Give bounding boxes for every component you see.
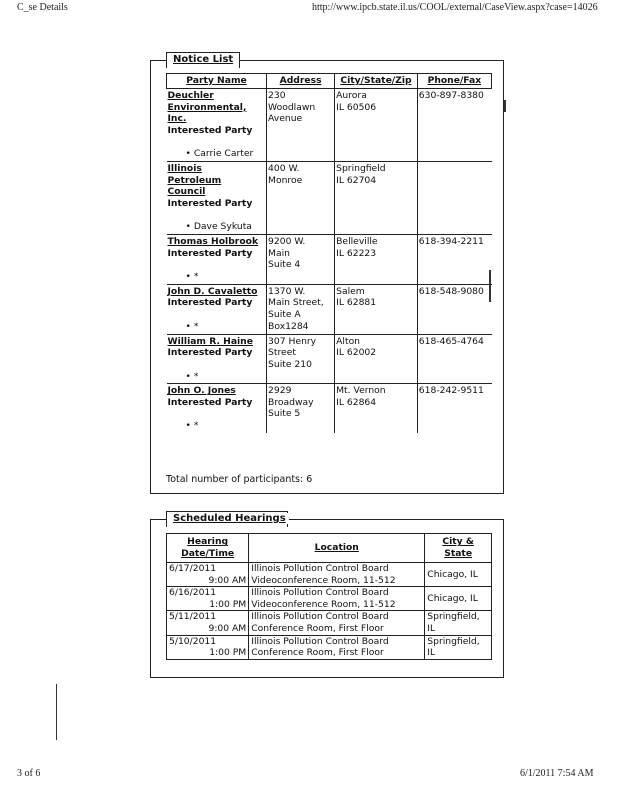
address-line: Avenue [268, 113, 303, 125]
contact-name: Carrie Carter [193, 148, 254, 160]
party-cell [167, 284, 267, 334]
col-phone-fax: Phone/Fax [417, 74, 491, 89]
frame-top-line [150, 60, 166, 61]
frame-top-line [150, 519, 166, 520]
city-cell [335, 89, 418, 162]
table-row [167, 384, 492, 433]
address-line: Suite 210 [268, 358, 312, 370]
party-name-link[interactable]: Inc. [167, 113, 187, 125]
hearing-datetime-cell [167, 563, 249, 587]
city-cell [335, 334, 418, 384]
frame-top-line [240, 60, 504, 61]
contact-bullet [168, 371, 266, 383]
address-line: Broadway [268, 396, 314, 408]
address-line: 1370 W. [268, 285, 306, 297]
party-name-link[interactable]: Thomas Holbrook [167, 235, 259, 247]
address-line: Suite A [268, 308, 301, 320]
col-city-line1: City & [442, 536, 474, 548]
contact-bullet [168, 420, 266, 432]
address-line: Main Street, [268, 297, 324, 309]
hearing-location-room: Conference Room, First Floor [251, 622, 384, 634]
address-line: 9200 W. [268, 235, 306, 247]
phone-number: 630-897-8380 [418, 90, 484, 101]
scan-artifact-line [56, 684, 57, 740]
party-name-link[interactable]: John D. Cavaletto [167, 285, 258, 297]
hearing-location-org: Illinois Pollution Control Board [251, 587, 389, 599]
address-line: Box1284 [268, 320, 309, 332]
hearing-location-org: Illinois Pollution Control Board [251, 611, 389, 623]
table-row [167, 161, 492, 234]
phone-number: 618-242-9511 [418, 385, 484, 397]
city-line: Salem [336, 285, 365, 297]
phone-cell [417, 89, 491, 162]
hearing-city-cell [425, 611, 492, 635]
contact-bullet [168, 321, 266, 333]
col-city-state-zip: City/State/Zip [335, 74, 418, 89]
party-role: Interested Party [167, 197, 253, 209]
col-address: Address [267, 74, 335, 89]
party-cell [167, 161, 267, 234]
participants-total: Total number of participants: 6 [166, 474, 313, 485]
scan-artifact-tick [504, 100, 506, 112]
city-line: IL 62223 [336, 247, 377, 259]
party-cell [167, 234, 267, 284]
party-name-link[interactable]: Council [167, 186, 206, 198]
city-cell [335, 284, 418, 334]
contact-bullet [168, 148, 266, 160]
hearing-time: 1:00 PM [209, 647, 247, 659]
col-party-name: Party Name [167, 74, 267, 89]
party-role: Interested Party [167, 247, 253, 259]
col-city-state [425, 534, 492, 563]
hearing-location-room: Conference Room, First Floor [251, 647, 384, 659]
phone-number: 618-394-2211 [418, 235, 484, 247]
hearing-location-org: Illinois Pollution Control Board [251, 635, 389, 647]
col-location [249, 534, 425, 563]
hearing-time: 9:00 AM [208, 622, 247, 634]
contact-bullet [168, 271, 266, 283]
hearing-city: Springfield, IL [427, 611, 480, 634]
hearing-date: 6/16/2011 [169, 587, 217, 599]
hearing-row [167, 587, 492, 611]
table-row [167, 334, 492, 384]
address-cell [267, 384, 335, 433]
party-role: Interested Party [167, 347, 253, 359]
phone-cell [417, 234, 491, 284]
party-role: Interested Party [167, 396, 253, 408]
notice-list-table [166, 73, 492, 433]
phone-cell [417, 384, 491, 433]
hearing-time: 1:00 PM [209, 598, 247, 610]
city-line: IL 62002 [336, 347, 377, 359]
col-hearing-line1: Hearing [187, 536, 229, 548]
contact-name: * [193, 271, 199, 283]
address-line: Woodlawn [268, 101, 316, 113]
address-line: 230 [268, 90, 286, 101]
contact-name: * [193, 370, 199, 382]
city-line: Aurora [336, 90, 367, 101]
party-name-link[interactable]: John O. Jones [167, 385, 236, 397]
table-row [167, 234, 492, 284]
address-line: Street [268, 347, 296, 359]
city-line: IL 62704 [336, 174, 377, 186]
hearing-city-cell [425, 635, 492, 659]
hearing-row [167, 611, 492, 635]
party-name-link[interactable]: Petroleum [167, 174, 222, 186]
city-line: IL 62864 [336, 396, 377, 408]
phone-cell [417, 161, 491, 234]
hearing-datetime-cell [167, 611, 249, 635]
city-line: IL 60506 [336, 101, 377, 113]
city-cell [335, 384, 418, 433]
party-name-link[interactable]: Deuchler [167, 90, 214, 101]
col-hearing-line2: Date/Time [181, 548, 235, 559]
phone-cell [417, 334, 491, 384]
col-city-line2: State [444, 548, 473, 559]
phone-number: 618-548-9080 [418, 285, 484, 297]
hearing-location-room: Videoconference Room, 11-512 [251, 574, 396, 586]
address-cell [267, 89, 335, 162]
hearing-date: 6/17/2011 [169, 563, 217, 574]
address-line: Main [268, 247, 290, 259]
hearing-datetime-cell [167, 587, 249, 611]
bullet-icon: • [185, 271, 194, 283]
table-row [167, 89, 492, 162]
party-cell [167, 384, 267, 433]
address-cell [267, 234, 335, 284]
contact-name: * [193, 420, 199, 432]
hearing-city: Chicago, IL [427, 568, 478, 580]
phone-cell [417, 284, 491, 334]
print-footer-page: 3 of 6 [17, 768, 41, 779]
hearing-row [167, 635, 492, 659]
hearing-city: Chicago, IL [427, 592, 478, 604]
city-line: IL 62881 [336, 297, 377, 309]
bullet-icon: • [185, 221, 194, 233]
address-line: 400 W. [268, 162, 300, 174]
city-line: Springfield [336, 162, 386, 174]
party-name-link[interactable]: William R. Haine [167, 335, 253, 347]
party-cell [167, 89, 267, 162]
address-line: Suite 4 [268, 259, 301, 271]
city-line: Belleville [336, 235, 378, 247]
col-hearing-datetime [167, 534, 249, 563]
hearing-location-cell [249, 635, 425, 659]
contact-name: Dave Sykuta [193, 221, 252, 233]
table-row [167, 284, 492, 334]
address-cell [267, 161, 335, 234]
scan-artifact-tick [489, 270, 491, 302]
hearing-city-cell [425, 587, 492, 611]
print-header-title: C_se Details [17, 2, 68, 13]
notice-list-title: Notice List [170, 54, 236, 65]
hearings-table [166, 533, 492, 660]
hearing-time: 9:00 AM [208, 574, 247, 586]
bullet-icon: • [185, 320, 194, 332]
hearing-location-cell [249, 563, 425, 587]
city-line: Mt. Vernon [336, 385, 386, 397]
print-header-url: http://www.ipcb.state.il.us/COOL/external/CaseView.aspx?case=14026 [312, 2, 598, 13]
hearing-location-org: Illinois Pollution Control Board [251, 563, 389, 574]
address-line: Monroe [268, 174, 303, 186]
city-cell [335, 234, 418, 284]
party-name-link[interactable]: Illinois [167, 162, 202, 174]
col-location-label: Location [314, 542, 359, 554]
address-line: Suite 5 [268, 408, 301, 420]
bullet-icon: • [185, 420, 194, 432]
city-cell [335, 161, 418, 234]
address-line: 307 Henry [268, 335, 317, 347]
contact-bullet [168, 221, 266, 233]
hearing-date: 5/10/2011 [169, 635, 217, 647]
hearing-city-cell [425, 563, 492, 587]
hearings-title: Scheduled Hearings [170, 513, 289, 524]
address-cell [267, 334, 335, 384]
phone-number: 618-465-4764 [418, 335, 484, 347]
hearing-row [167, 563, 492, 587]
address-line: 2929 [268, 385, 292, 397]
hearing-location-cell [249, 587, 425, 611]
hearing-location-cell [249, 611, 425, 635]
contact-name: * [193, 320, 199, 332]
party-role: Interested Party [167, 297, 253, 309]
bullet-icon: • [185, 370, 194, 382]
hearing-date: 5/11/2011 [169, 611, 217, 623]
print-footer-datetime: 6/1/2011 7:54 AM [520, 768, 594, 779]
hearing-location-room: Videoconference Room, 11-512 [251, 598, 396, 610]
bullet-icon: • [185, 148, 194, 160]
hearing-city: Springfield, IL [427, 635, 480, 659]
hearing-datetime-cell [167, 635, 249, 659]
party-cell [167, 334, 267, 384]
frame-top-line [288, 519, 504, 520]
party-role: Interested Party [167, 124, 253, 136]
city-line: Alton [336, 335, 361, 347]
address-cell [267, 284, 335, 334]
party-name-link[interactable]: Environmental, [167, 101, 247, 113]
